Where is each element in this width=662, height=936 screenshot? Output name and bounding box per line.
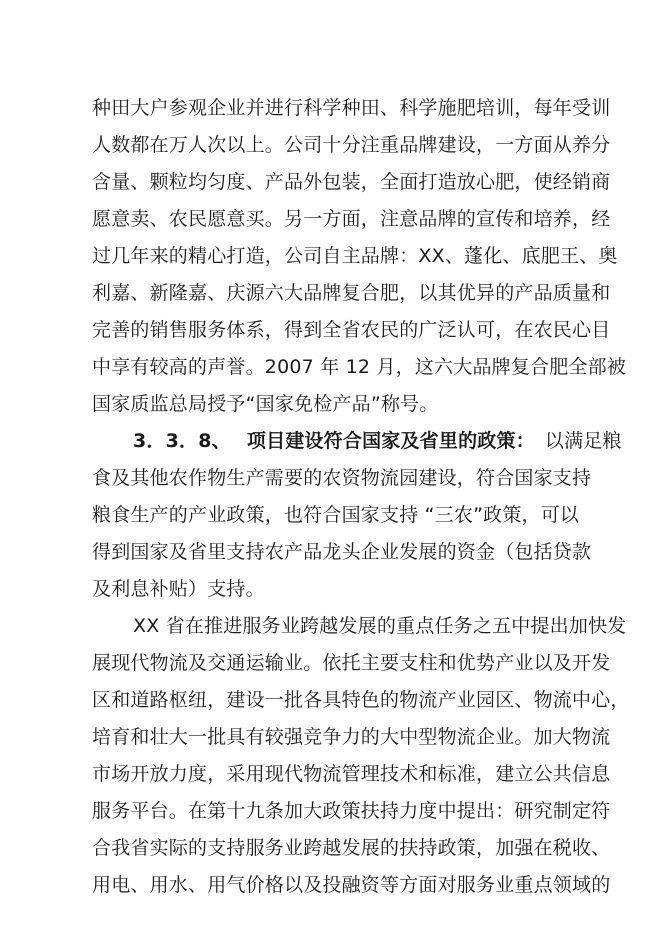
section-first-line [133,429,622,453]
section-first-line-rest: 以满足粮 [544,430,622,452]
section-line-5: 及利息补贴）支持。 [92,578,265,600]
section-line-3: 粮食生产的产业政策，也符合国家支持 “三农”政策，可以 [92,504,580,526]
paragraph-3-line-2: 展现代物流及交通运输业。依托主要支柱和优势产业以及开发 [92,652,611,674]
paragraph-3-line-6: 服务平台。在第十九条加大政策扶持力度中提出：研究制定符 [92,800,611,822]
section-number: 3．3．8、 [133,430,231,452]
paragraph-1-line-8: 中享有较高的声誉。2007 年 12 月，这六大品牌复合肥全部被 [92,356,627,378]
paragraph-1-line-1: 种田大户参观企业并进行科学种田、科学施肥培训，每年受训 [92,97,611,119]
paragraph-1-line-6: 利嘉、新隆嘉、庆源六大品牌复合肥，以其优异的产品质量和 [92,282,611,304]
paragraph-3-line-7: 合我省实际的支持服务业跨越发展的扶持政策，加强在税收、 [92,837,611,859]
paragraph-3-line-8: 用电、用水、用气价格以及投融资等方面对服务业重点领域的 [92,874,611,896]
paragraph-3-line-5: 市场开放力度，采用现代物流管理技术和标准，建立公共信息 [92,763,611,785]
section-line-4: 得到国家及省里支持农产品龙头企业发展的资金（包括贷款 [92,541,592,563]
paragraph-3-line-4: 培育和壮大一批具有较强竞争力的大中型物流企业。加大物流 [92,726,611,748]
section-line-2: 食及其他农作物生产需要的农资物流园建设，符合国家支持 [92,467,592,489]
paragraph-3-line-1: XX 省在推进服务业跨越发展的重点任务之五中提出加快发 [133,615,627,637]
section-heading: 项目建设符合国家及省里的政策： [246,430,535,452]
paragraph-1-line-4: 愿意卖、农民愿意买。另一方面，注意品牌的宣传和培养，经 [92,208,611,230]
paragraph-1-line-7: 完善的销售服务体系，得到全省农民的广泛认可，在农民心目 [92,319,611,341]
paragraph-1-line-2: 人数都在万人次以上。公司十分注重品牌建设，一方面从养分 [92,134,611,156]
paragraph-3-line-3: 区和道路枢纽，建设一批各具特色的物流产业园区、物流中心， [92,689,630,711]
paragraph-1-line-5: 过几年来的精心打造，公司自主品牌：XX、蓬化、底肥王、奥 [92,245,618,267]
paragraph-1-line-9: 国家质监总局授予“国家免检产品”称号。 [92,393,439,415]
paragraph-1-line-3: 含量、颗粒均匀度、产品外包装，全面打造放心肥，使经销商 [92,171,611,193]
